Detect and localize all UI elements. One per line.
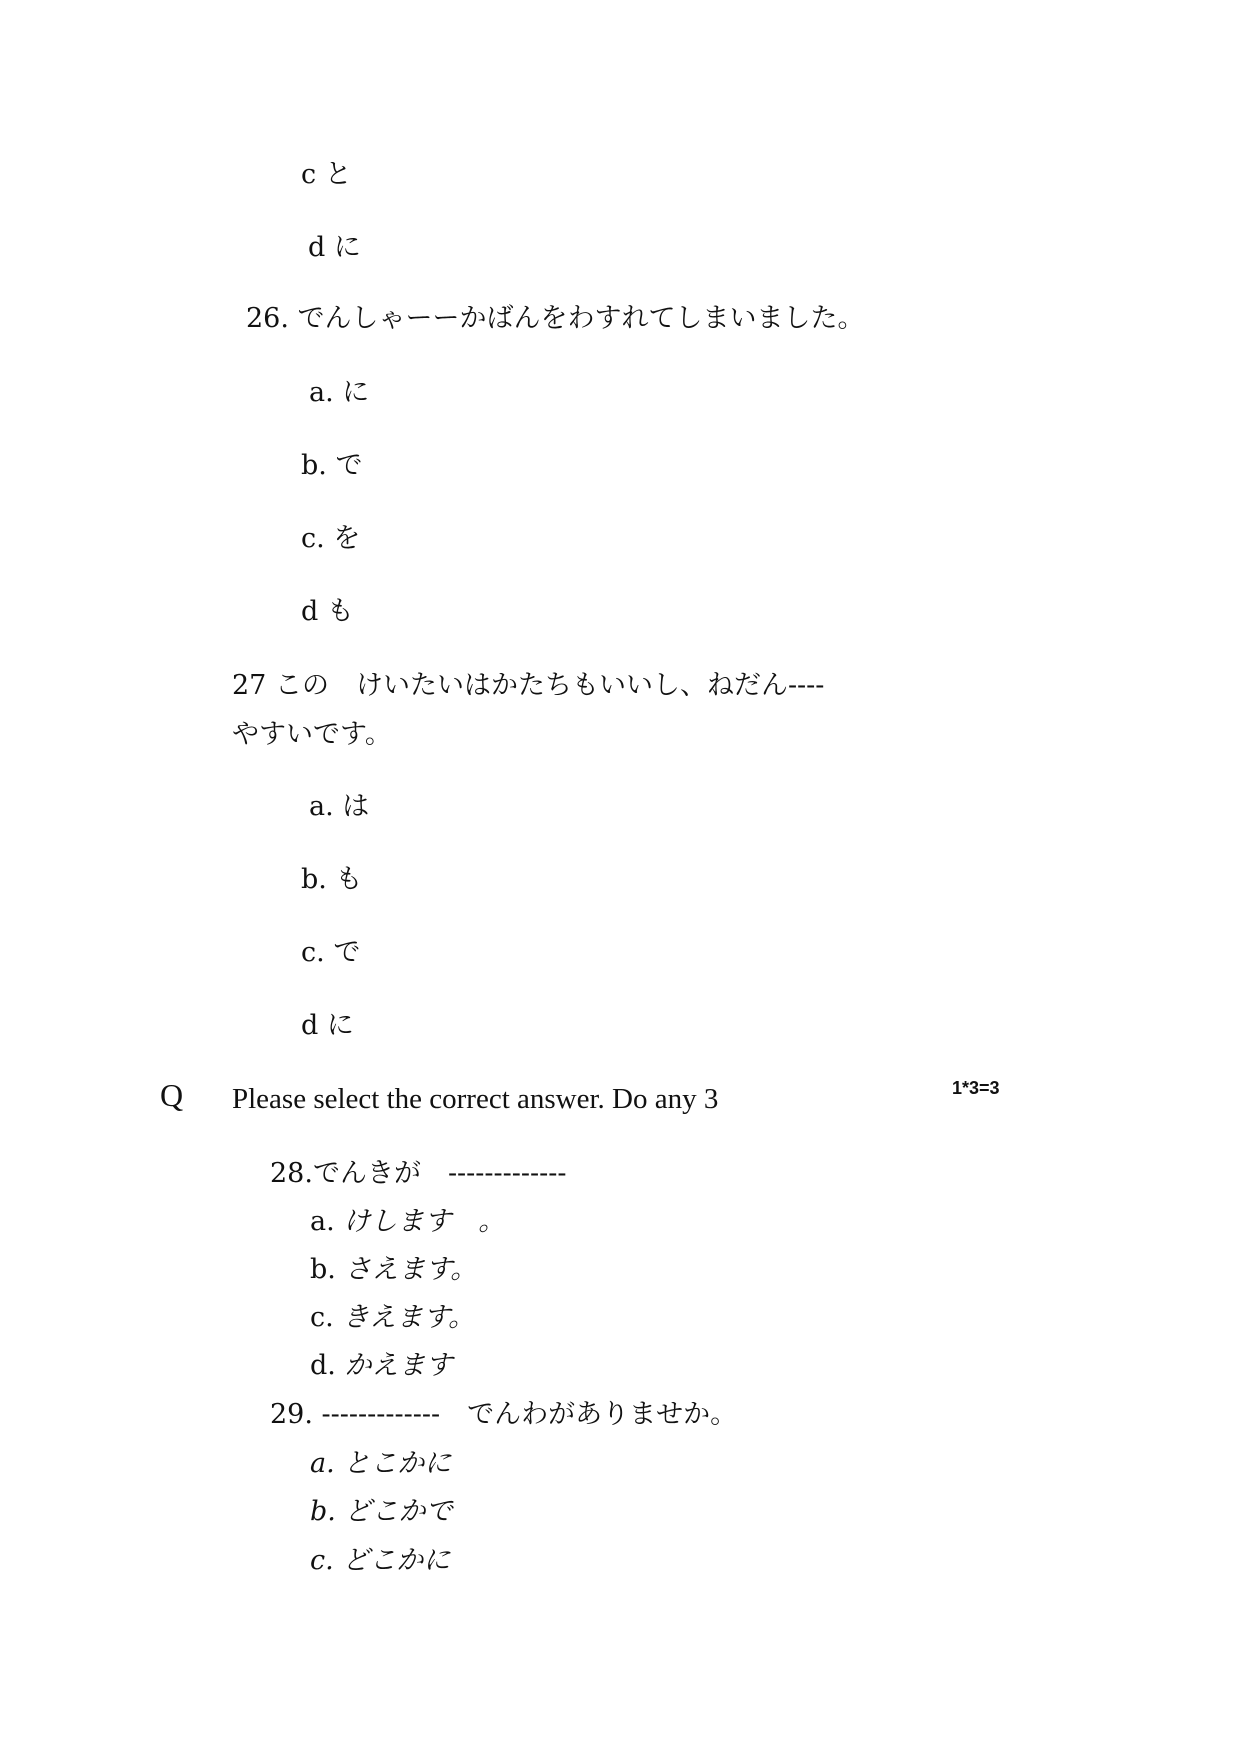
question-29-text: 29. ------------- でんわがありませか。	[270, 1399, 738, 1430]
question-26-text: 26. でんしゃーーかばんをわすれてしまいました。	[246, 303, 865, 334]
option-b	[301, 449, 362, 483]
option-text: で	[333, 937, 361, 968]
option-text: を	[333, 523, 361, 554]
option-label: a.	[309, 791, 334, 822]
option-text: に	[333, 232, 361, 263]
option-text: きえます。	[342, 1302, 476, 1333]
option-d	[301, 595, 354, 629]
option-text: かえます	[344, 1350, 453, 1381]
option-label: c.	[301, 523, 325, 554]
option-text: さえます。	[344, 1254, 478, 1285]
option-b	[301, 863, 362, 897]
option-label: b.	[301, 864, 327, 895]
option-text: に	[342, 377, 370, 408]
option-label: c.	[301, 937, 325, 968]
option-c	[301, 158, 352, 192]
option-label: d	[301, 1010, 319, 1041]
option-text: で	[335, 450, 363, 481]
question-28-text: 28.でんきが -------------	[270, 1158, 567, 1189]
option-c	[310, 1301, 475, 1335]
option-label: a.	[310, 1448, 335, 1479]
option-text: は	[342, 791, 370, 822]
option-label: c.	[310, 1302, 334, 1333]
option-label: b.	[310, 1496, 336, 1527]
option-d	[308, 231, 361, 265]
option-label: c.	[310, 1545, 334, 1576]
option-text: どこかで	[344, 1496, 453, 1527]
option-a	[309, 790, 369, 824]
option-label: a.	[310, 1206, 335, 1237]
option-label: b.	[301, 450, 327, 481]
option-text: とこかに	[343, 1448, 452, 1479]
option-label: d.	[310, 1350, 336, 1381]
option-a	[309, 376, 369, 410]
section-instruction: Please select the correct answer. Do any 3	[232, 1083, 719, 1115]
option-d	[301, 1009, 354, 1043]
section-marker: Q	[160, 1077, 184, 1113]
option-label: d	[308, 232, 326, 263]
option-label: d	[301, 596, 319, 627]
option-text: に	[326, 1010, 354, 1041]
option-c	[301, 936, 360, 970]
option-d	[310, 1349, 452, 1383]
option-text: も	[326, 596, 354, 627]
option-b	[310, 1495, 452, 1529]
option-c	[301, 522, 360, 556]
option-a	[310, 1447, 451, 1481]
question-27-line-2: やすいです。	[232, 719, 392, 750]
option-label: b.	[310, 1254, 336, 1285]
marks-allocation: 1*3=3	[952, 1078, 1000, 1098]
option-label: c	[301, 159, 317, 190]
option-c	[310, 1544, 450, 1578]
option-text: けします 。	[343, 1206, 506, 1237]
option-text: と	[324, 159, 352, 190]
option-label: a.	[309, 377, 334, 408]
option-text: も	[335, 864, 363, 895]
option-a	[310, 1205, 505, 1239]
option-text: どこかに	[342, 1545, 451, 1576]
question-27-line-1: 27 この けいたいはかたちもいいし、ねだん----	[232, 670, 825, 701]
option-b	[310, 1253, 477, 1287]
